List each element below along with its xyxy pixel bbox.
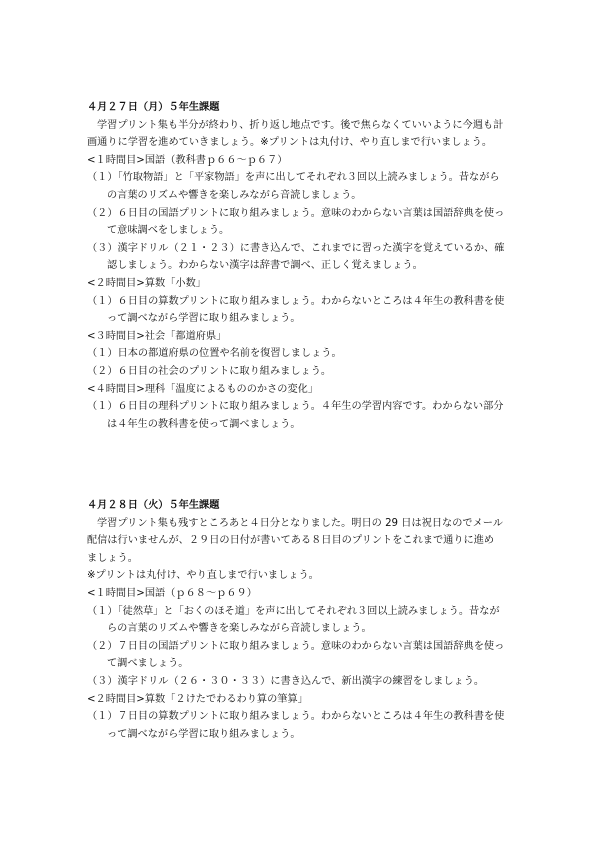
task-item-continued: の言葉のリズムや響きを楽しみながら音読しましょう。 bbox=[107, 189, 362, 201]
task-item: （１）「竹取物語」と「平家物語」を声に出してそれぞれ３回以上読みましょう。昔ながら bbox=[87, 172, 500, 184]
intro-text: 学習プリント集も残すところあと４日分となりました。明日の 29 日は祝日なのでメール bbox=[97, 517, 503, 529]
section-title: ４月２７日（月）５年生課題 bbox=[87, 102, 220, 113]
assignment-section-apr28 bbox=[87, 497, 527, 743]
task-item-continued: って調べながら学習に取り組みましょう。 bbox=[107, 313, 301, 325]
task-item: （１）６日目の理科プリントに取り組みましょう。４年生の学習内容です。わからない部分 bbox=[87, 401, 504, 413]
task-item: （１）７日目の算数プリントに取り組みましょう。わからないところは４年生の教科書を使 bbox=[87, 711, 505, 723]
task-item-continued: て意味調べをしましょう。 bbox=[107, 225, 230, 237]
task-item: （１）６日目の算数プリントに取り組みましょう。わからないところは４年生の教科書を使 bbox=[87, 295, 505, 307]
task-item-continued: は４年生の教科書を使って調べましょう。 bbox=[107, 418, 301, 430]
task-item: （１）「徒然草」と「おくのほそ道」を声に出してそれぞれ３回以上読みましょう。昔なが bbox=[87, 605, 500, 617]
period-heading: <１時間目>国語（ｐ６８～ｐ６９） bbox=[87, 587, 257, 599]
note-text: ※プリントは丸付け、やり直しまで行いましょう。 bbox=[87, 570, 319, 582]
period-heading: <１時間目>国語（教科書ｐ６６～ｐ６７） bbox=[87, 154, 288, 166]
period-heading: <４時間目>理科「温度によるもののかさの変化」 bbox=[87, 383, 319, 395]
task-item: （２）７日目の国語プリントに取り組みましょう。意味のわからない言葉は国語辞典を使っ bbox=[87, 640, 505, 652]
period-heading: <３時間目>社会「都道府県」 bbox=[87, 330, 227, 342]
task-item: （２）６日目の国語プリントに取り組みましょう。意味のわからない言葉は国語辞典を使っ bbox=[87, 207, 505, 219]
section-title: ４月２８日（火）５年生課題 bbox=[87, 500, 220, 511]
task-item: （３）漢字ドリル（２６・３０・３３）に書き込んで、新出漢字の練習をしましょう。 bbox=[87, 675, 485, 687]
assignment-section-apr27 bbox=[87, 99, 527, 433]
task-item: （３）漢字ドリル（２１・２３）に書き込んで、これまでに習った漢字を覚えているか、確 bbox=[87, 242, 505, 254]
task-item-continued: らの言葉のリズムや響きを楽しみながら音読しましょう。 bbox=[107, 623, 372, 635]
task-item-continued: 認しましょう。わからない漢字は辞書で調べ、正しく覚えましょう。 bbox=[107, 260, 423, 272]
intro-text: 画通りに学習を進めていきましょう。※プリントは丸付け、やり直しまで行いましょう。 bbox=[87, 137, 493, 149]
task-item: （２）６日目の社会のプリントに取り組みましょう。 bbox=[87, 365, 332, 377]
period-heading: <２時間目>算数「小数」 bbox=[87, 277, 206, 289]
intro-text: ましょう。 bbox=[87, 552, 138, 564]
task-item-continued: て調べましょう。 bbox=[107, 658, 189, 670]
task-item: （１）日本の都道府県の位置や名前を復習しましょう。 bbox=[87, 348, 342, 360]
period-heading: <２時間目>算数「２けたでわるわり算の筆算」 bbox=[87, 693, 308, 705]
intro-text: 学習プリント集も半分が終わり、折り返し地点です。後で焦らなくていいように今週も計 bbox=[97, 119, 504, 131]
intro-text: 配信は行いませんが、２９日の日付が書いてある８日目のプリントをこれまで通りに進め bbox=[87, 535, 495, 547]
task-item-continued: って調べながら学習に取り組みましょう。 bbox=[107, 728, 301, 740]
